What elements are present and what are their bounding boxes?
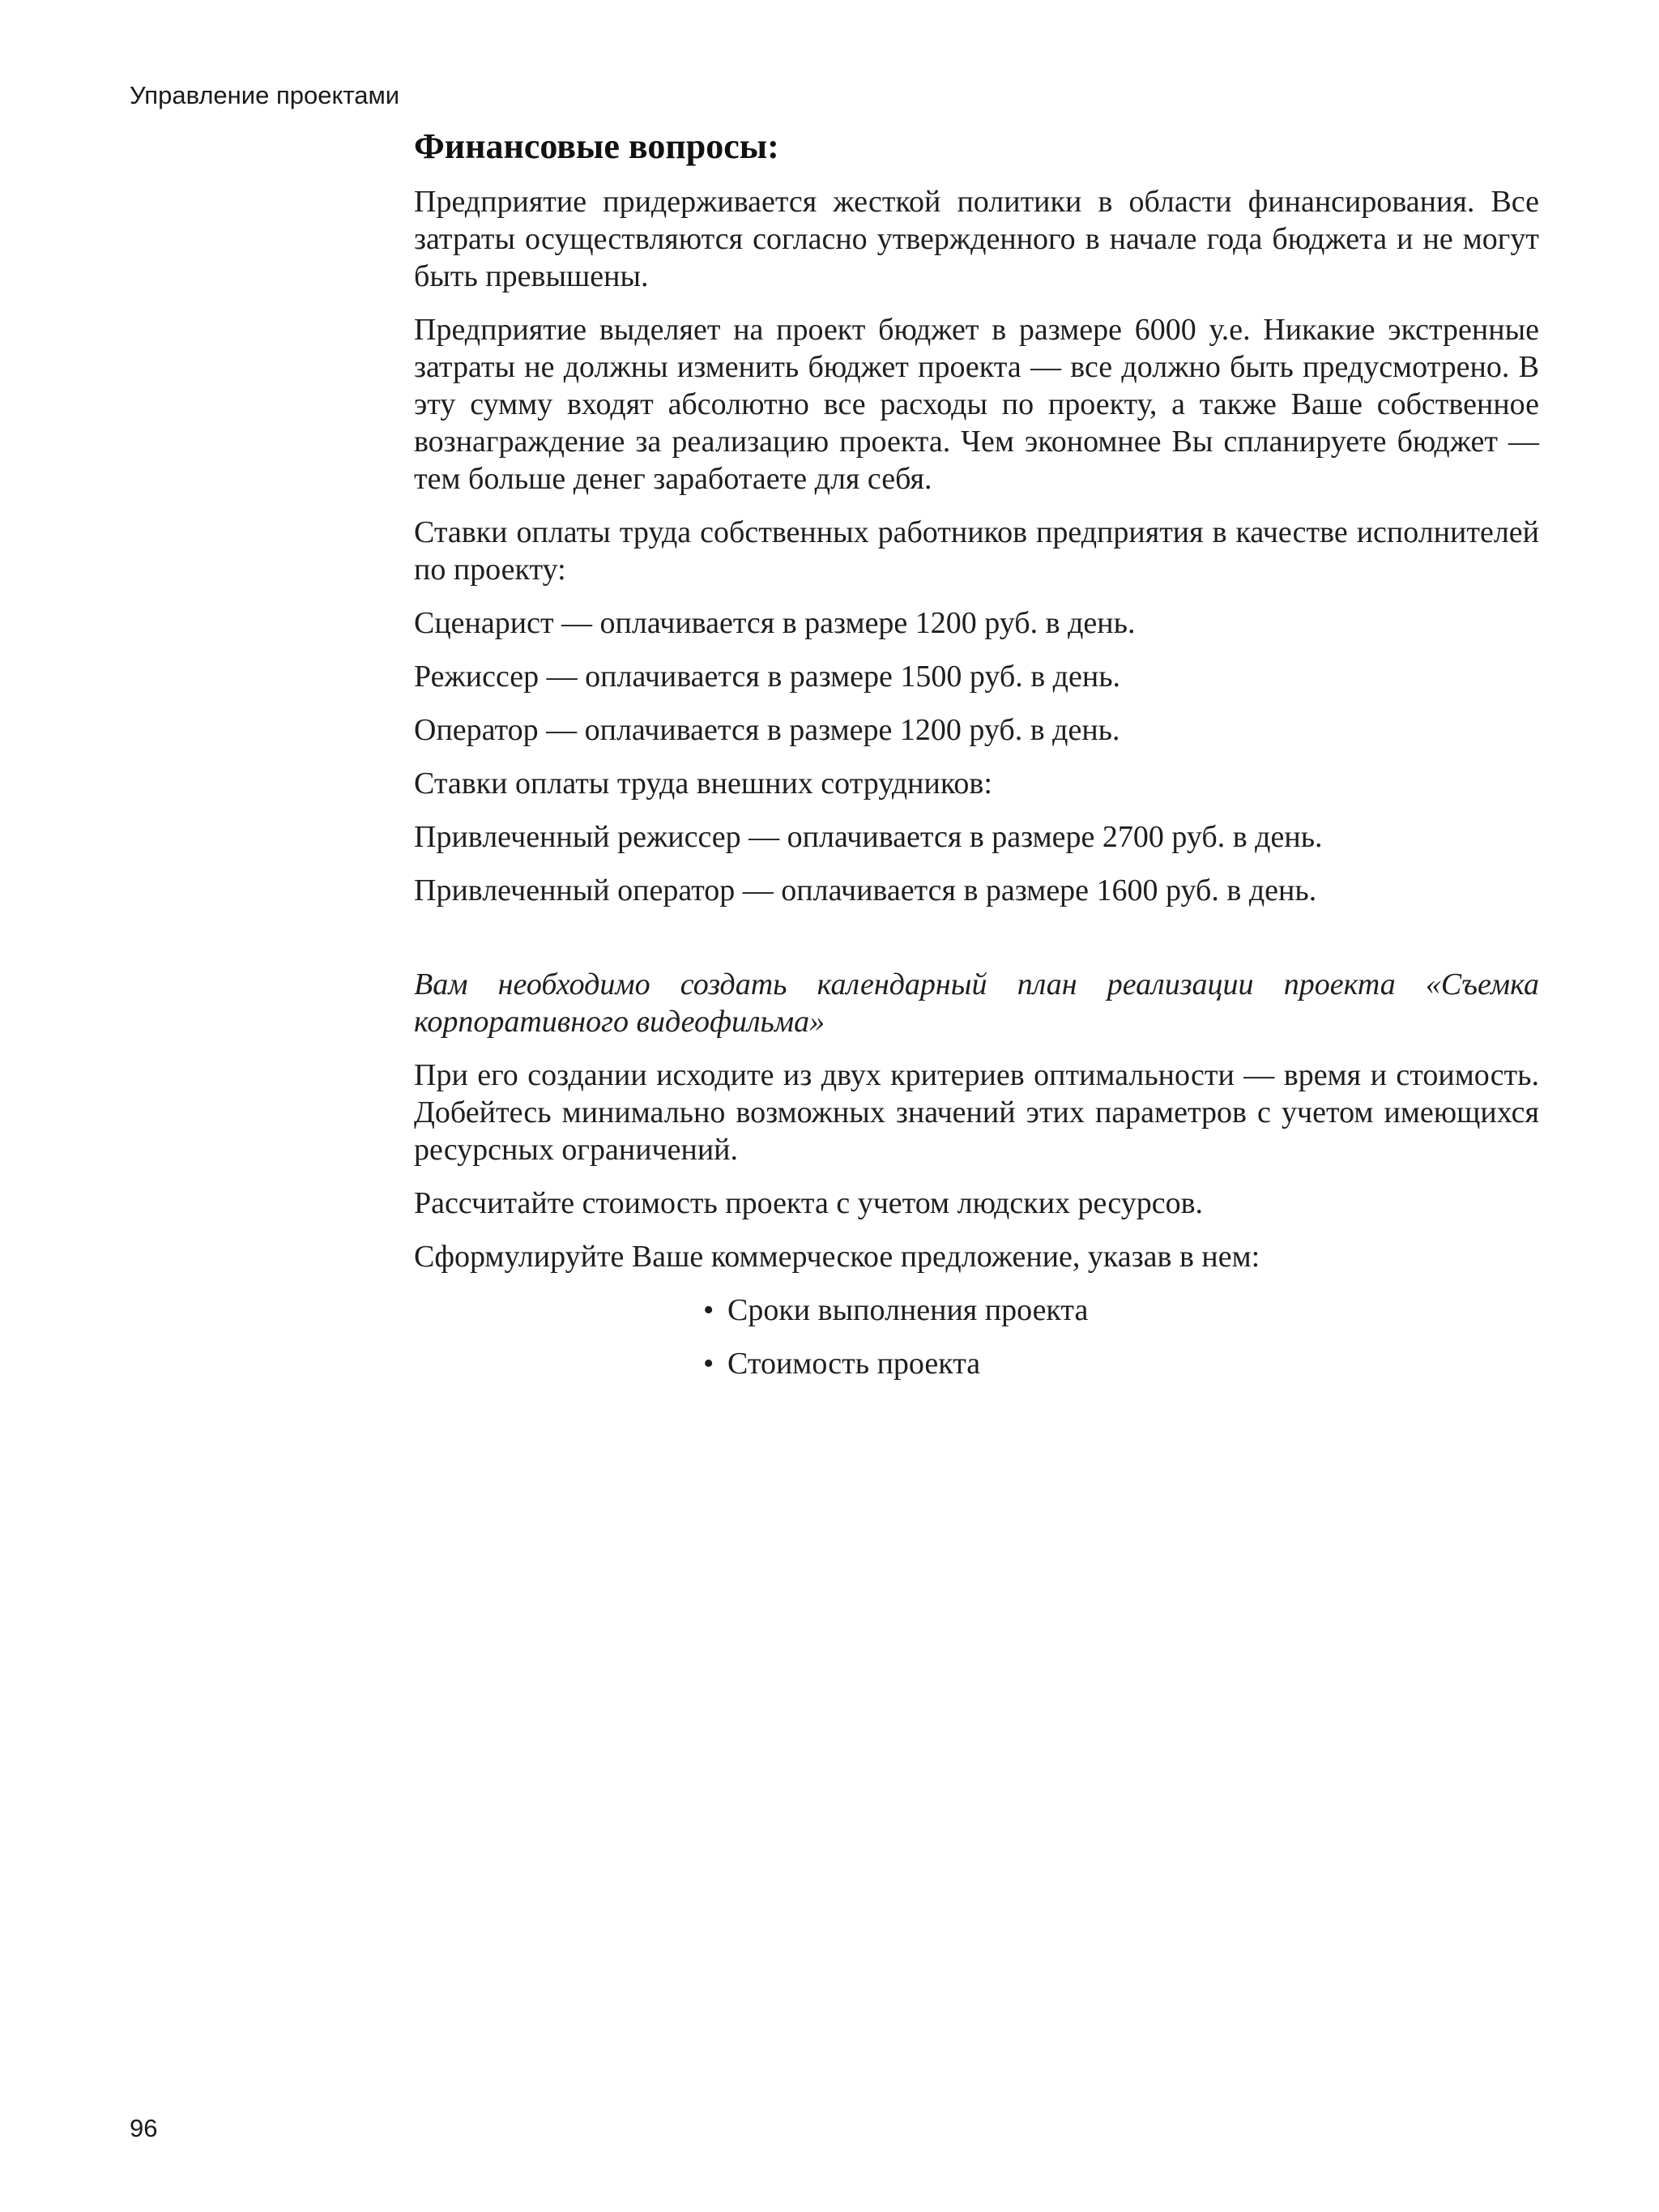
- running-head: Управление проектами: [130, 81, 400, 109]
- list-item: [703, 1345, 1539, 1382]
- bullet-icon: •: [703, 1347, 714, 1381]
- list-item-text: Стоимость проекта: [727, 1347, 981, 1381]
- internal-rates-heading: Ставки оплаты труда собственных работников предприятия в качестве исполнителей по проекту:: [414, 515, 1539, 587]
- page-content: [414, 125, 1539, 1399]
- section-title: Финансовые вопросы:: [414, 126, 779, 166]
- rate-line-external-operator: Привлеченный оператор — оплачивается в размере 1600 руб. в день.: [414, 873, 1317, 907]
- budget-paragraph: Предприятие выделяет на проект бюджет в размере 6000 у.е. Никакие экстренные затраты не должны изменить бюджет проекта — все должно быть предусмотрено. В эту сумму входят абсолютно все расходы по проекту, а также Ваше собственное вознаграждение за реализацию проекта. Чем экономнее Вы спланируете бюджет — тем больше денег заработаете для себя.: [414, 313, 1539, 496]
- proposal-paragraph: Сформулируйте Ваше коммерческое предложение, указав в нем:: [414, 1240, 1260, 1274]
- cost-paragraph: Рассчитайте стоимость проекта с учетом людских ресурсов.: [414, 1186, 1204, 1220]
- rate-line-operator: Оператор — оплачивается в размере 1200 руб. в день.: [414, 713, 1120, 747]
- task-intro: Вам необходимо создать календарный план реализации проекта «Съемка корпоративного видеофильма»: [414, 967, 1539, 1039]
- criteria-paragraph: При его создании исходите из двух критериев оптимальности — время и стоимость. Добейтесь минимально возможных значений этих параметров с учетом имеющихся ресурсных ограничений.: [414, 1058, 1539, 1167]
- list-item: [703, 1292, 1539, 1329]
- list-item-text: Сроки выполнения проекта: [727, 1293, 1089, 1327]
- bullet-icon: •: [703, 1293, 714, 1327]
- policy-paragraph: Предприятие придерживается жесткой политики в области финансирования. Все затраты осуществляются согласно утвержденного в начале года бюджета и не могут быть превышены.: [414, 185, 1539, 293]
- rate-line-scriptwriter: Сценарист — оплачивается в размере 1200 руб. в день.: [414, 606, 1136, 640]
- rate-line-external-director: Привлеченный режиссер — оплачивается в размере 2700 руб. в день.: [414, 820, 1323, 854]
- rate-line-director: Режиссер — оплачивается в размере 1500 руб. в день.: [414, 660, 1121, 694]
- proposal-list: [414, 1292, 1539, 1382]
- page-number: 96: [130, 2114, 158, 2142]
- external-rates-heading: Ставки оплаты труда внешних сотрудников:: [414, 767, 992, 801]
